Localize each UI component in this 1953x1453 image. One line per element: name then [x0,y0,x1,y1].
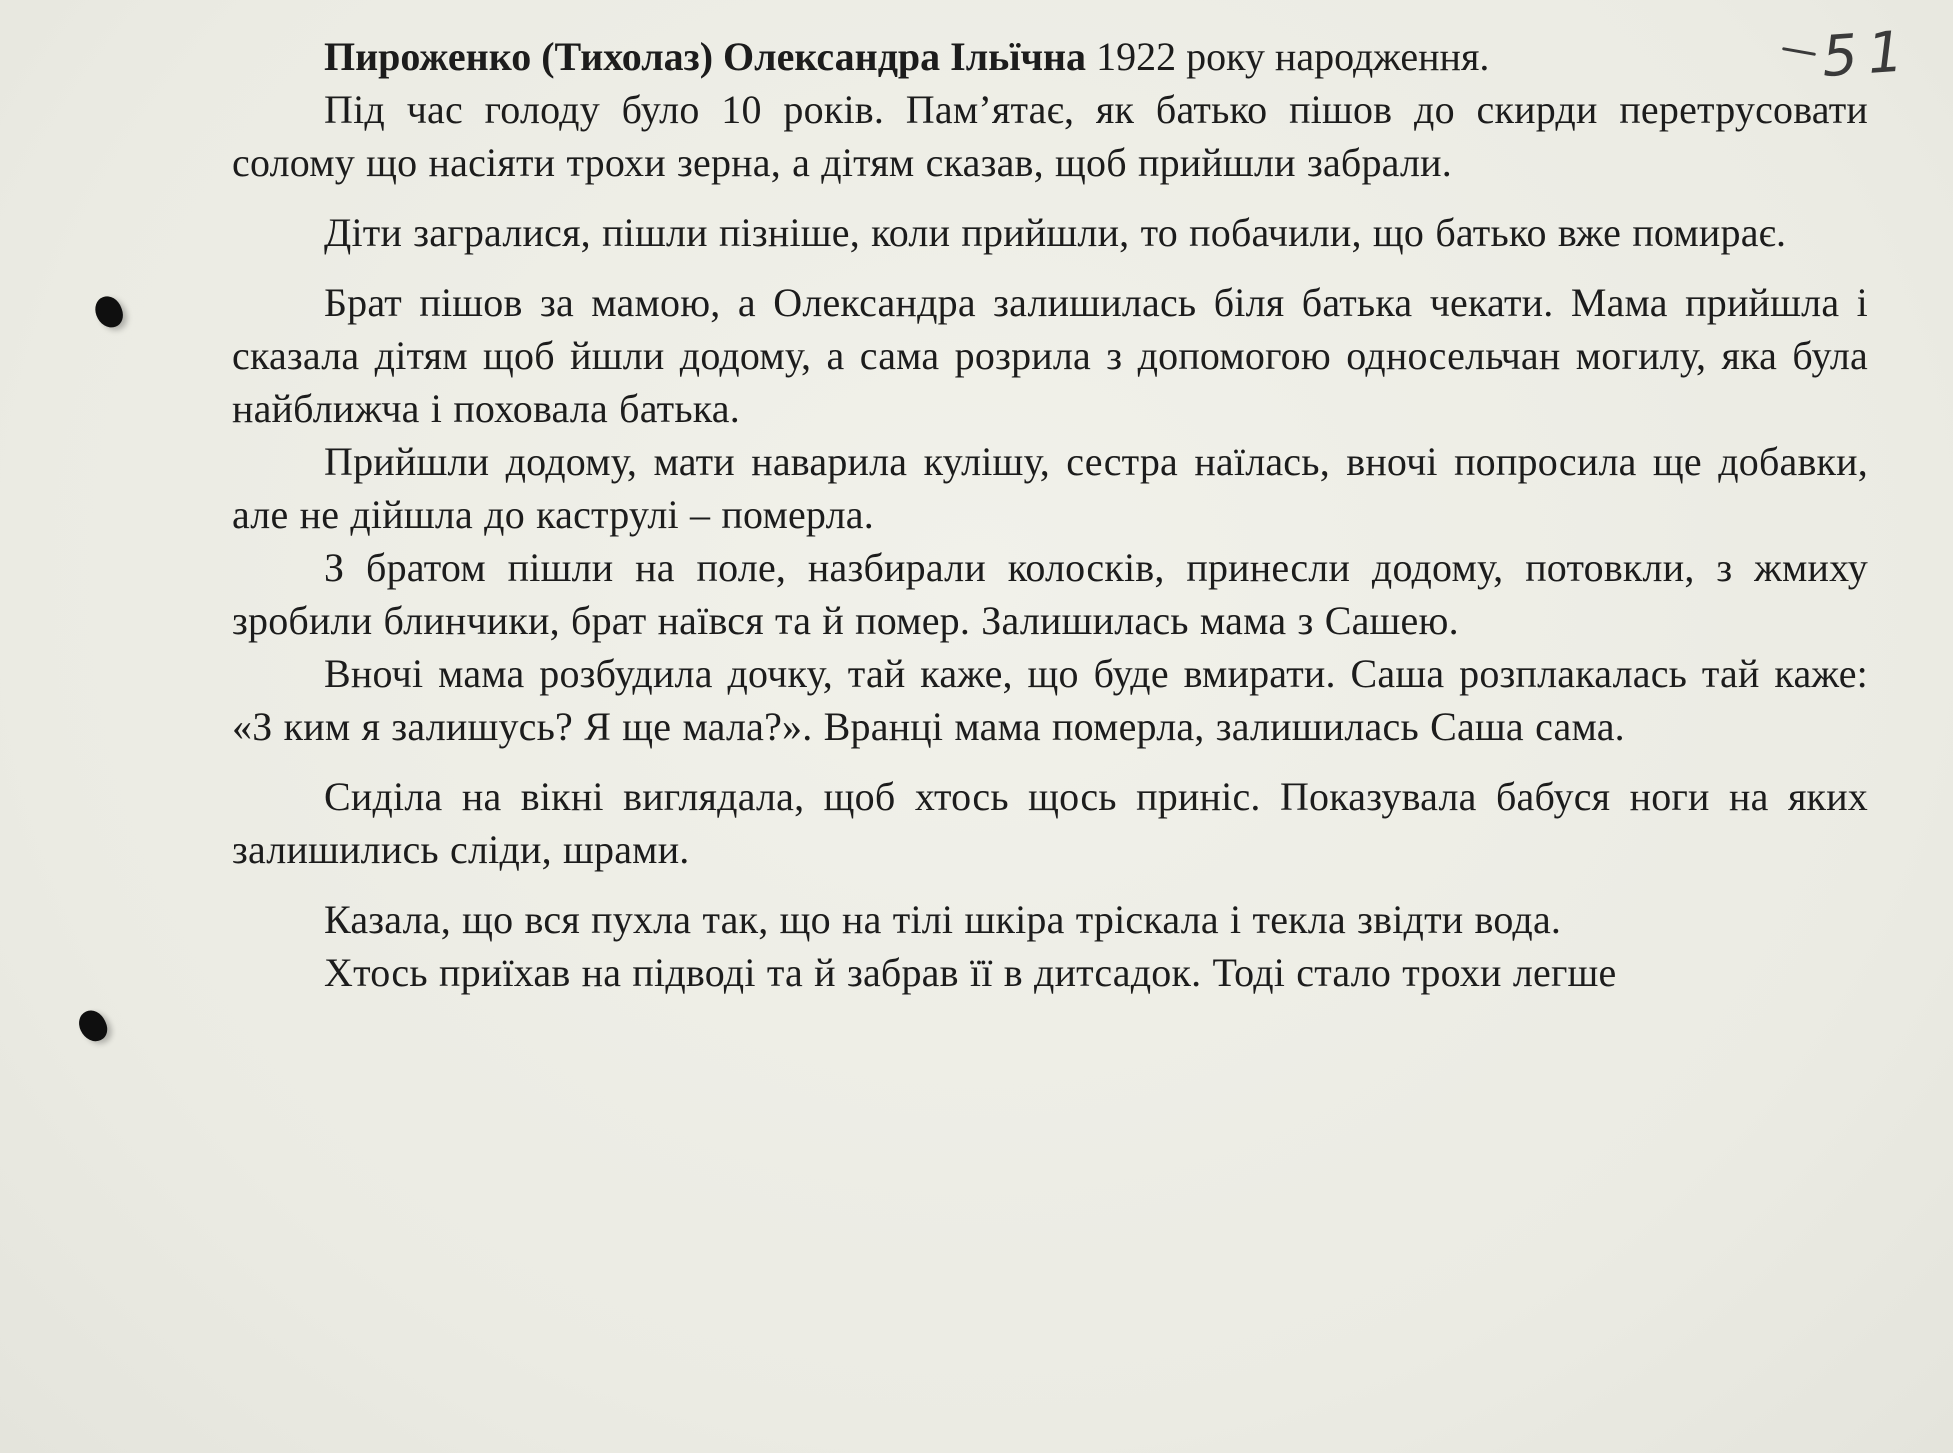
document-heading [232,30,1868,83]
paragraph: Діти загралися, пішли пізніше, коли прийшли, то побачили, що батько вже помирає. [324,210,1787,255]
paragraph: Прийшли додому, мати наварила кулішу, сестра наїлась, вночі попросила ще добавки, але не дійшла до каструлі – померла. [232,439,1868,537]
paragraph: Під час голоду було 10 років. Пам’ятає, як батько пішов до скирди перетрусовати солому що насіяти трохи зерна, а дітям сказав, щоб прийшли забрали. [232,87,1868,185]
paragraph: З братом пішли на поле, назбирали колосків, принесли додому, потовкли, з жмиху зробили блинчики, брат наївся та й помер. Залишилась мама з Сашею. [232,545,1868,643]
paragraph: Брат пішов за мамою, а Олександра залишилась біля батька чекати. Мама прийшла і сказала дітям щоб йшли додому, а сама розрила з допомогою односельчан могилу, яка була найближча і поховала батька. [232,280,1868,431]
page-number: 51 [1819,18,1916,91]
punch-hole [91,293,126,332]
heading-name: Пироженко (Тихолаз) Олександра Ільїчна [324,34,1087,79]
heading-birth-year: 1922 року народження. [1086,34,1490,79]
paragraph: Вночі мама розбудила дочку, тай каже, що буде вмирати. Саша розплакалась тай каже: «З ким я залишусь? Я ще мала?». Вранці мама померла, залишилась Саша сама. [232,651,1868,749]
paragraph: Казала, що вся пухла так, що на тілі шкіра тріскала і текла звідти вода. [324,897,1562,942]
document-text [232,30,1868,999]
paragraph: Хтось приїхав на підводі та й забрав її в дитсадок. Тоді стало трохи легше [324,950,1617,995]
paragraph: Сиділа на вікні виглядала, щоб хтось щось приніс. Показувала бабуся ноги на яких залишились сліди, шрами. [232,774,1868,872]
punch-hole [74,1006,111,1046]
